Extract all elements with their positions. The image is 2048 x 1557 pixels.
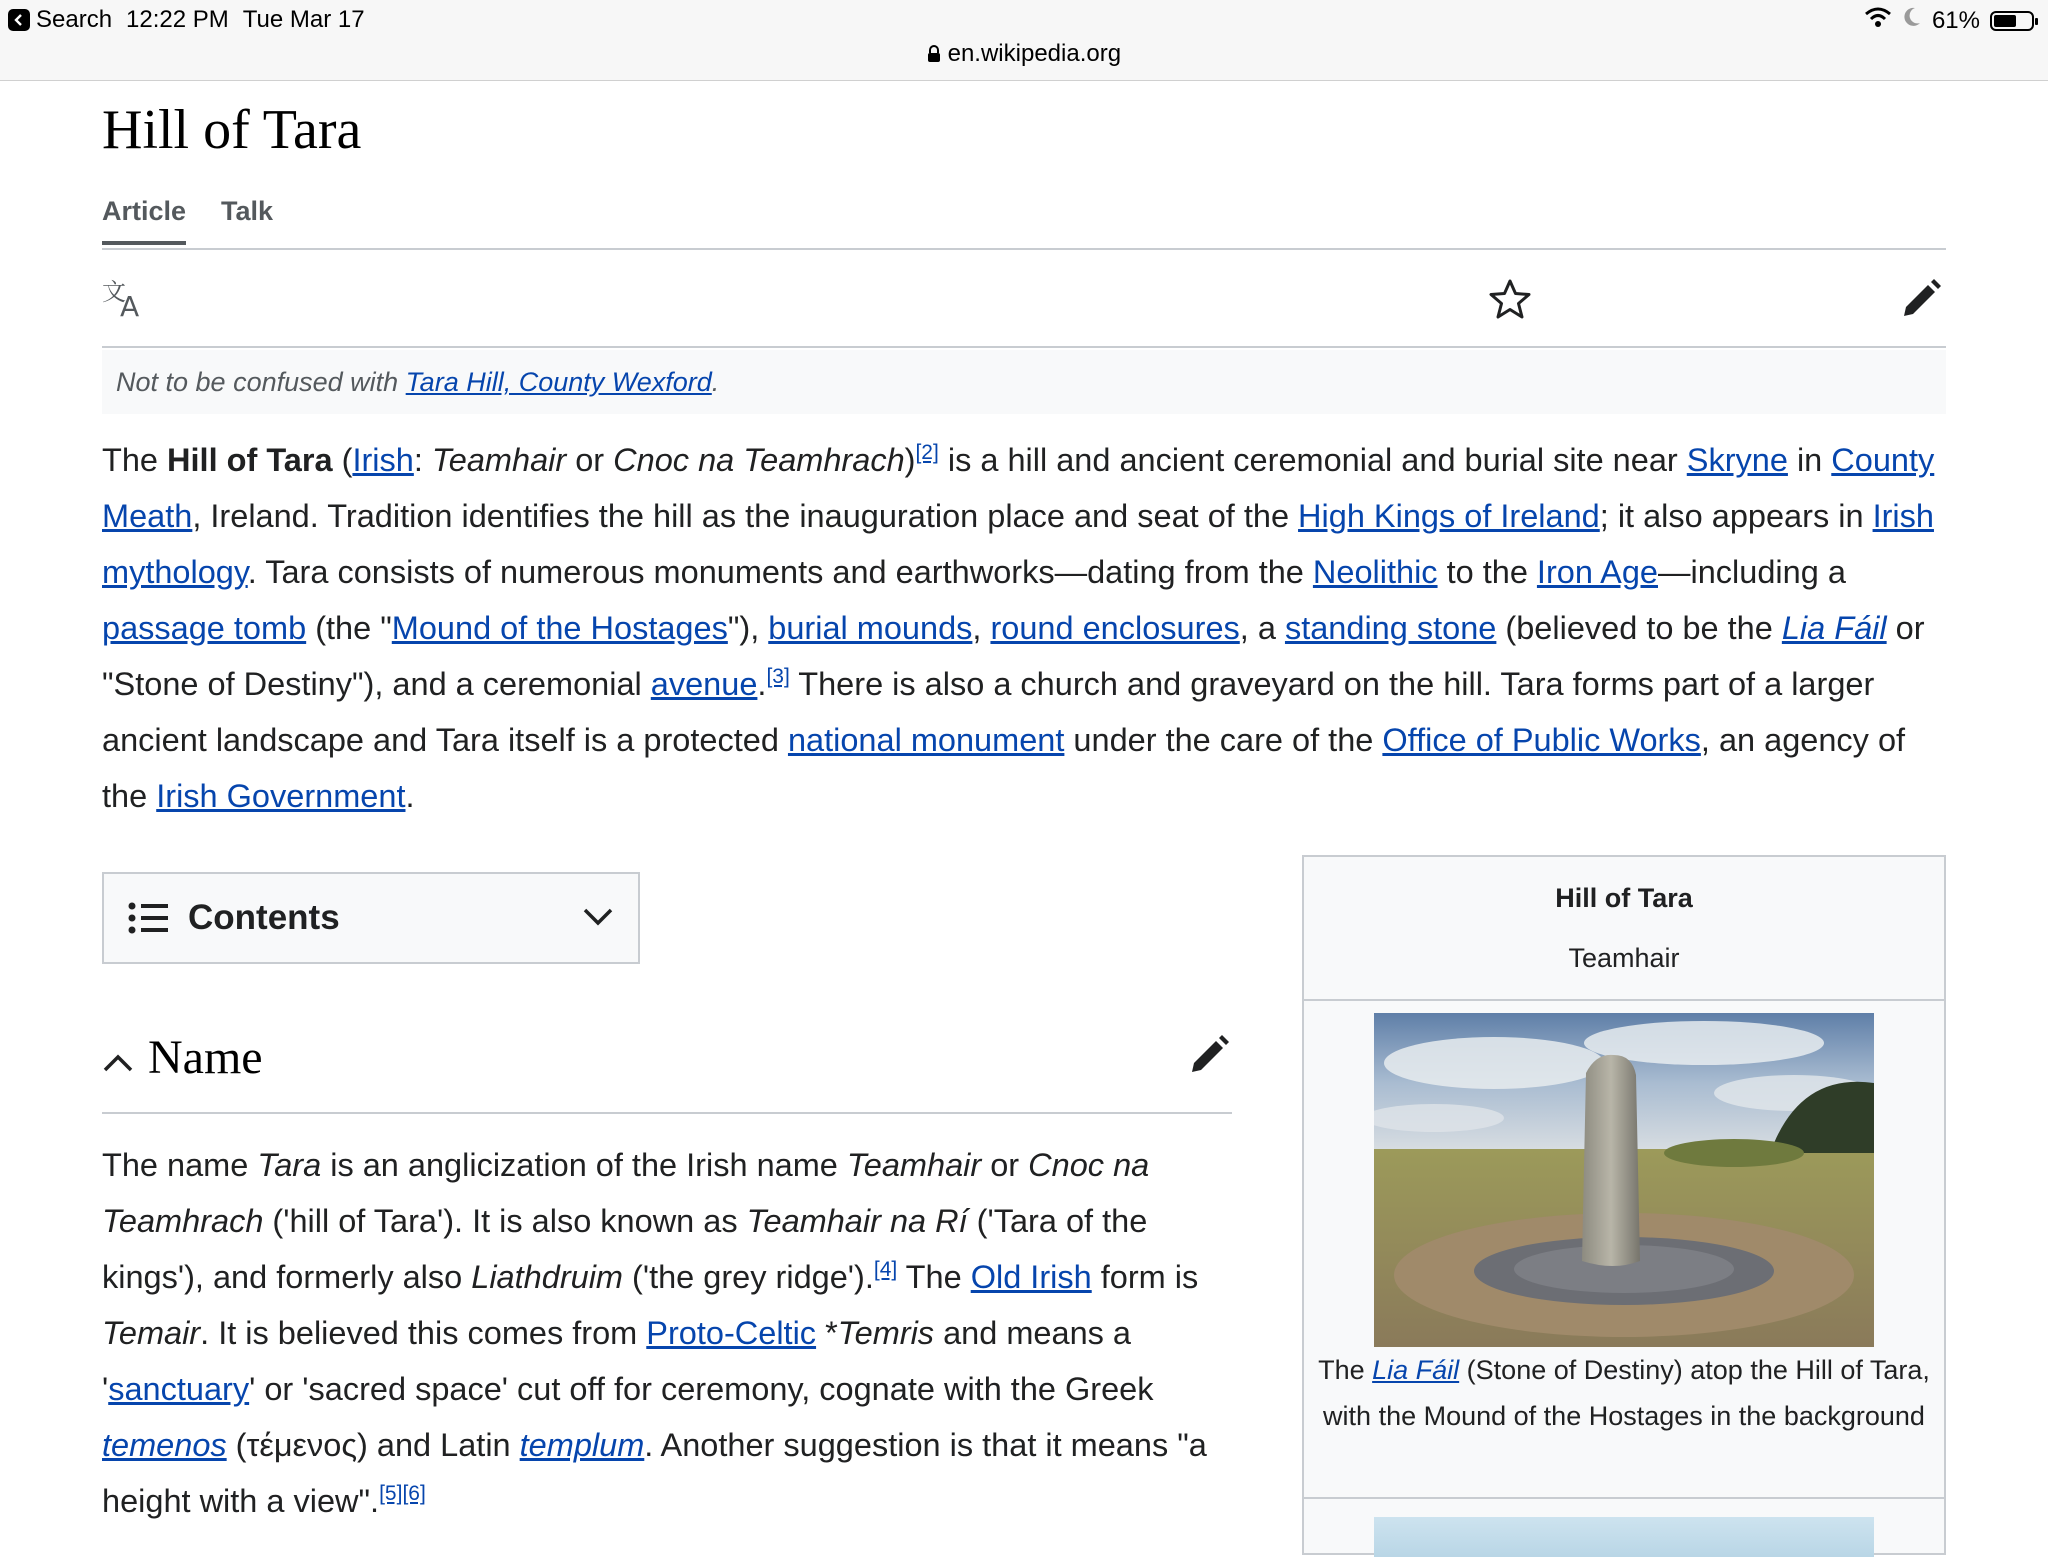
text: or xyxy=(981,1147,1029,1183)
text: . It is believed this comes from xyxy=(200,1315,647,1351)
text: Tara xyxy=(257,1147,322,1183)
citation-4[interactable]: [4] xyxy=(873,1258,898,1282)
text: (believed to be the xyxy=(1496,610,1782,646)
link-national-monument[interactable]: national monument xyxy=(787,722,1065,758)
text: , an agency of the xyxy=(102,722,1906,814)
pencil-icon[interactable] xyxy=(1188,1034,1230,1081)
svg-text:A: A xyxy=(120,290,140,320)
text: Cnoc na Teamhrach xyxy=(102,1147,1150,1239)
citation-6[interactable]: [6] xyxy=(402,1482,426,1506)
text: There is also a church and graveyard on the hill. Tara forms part of a larger ancient landscape and Tara itself is a protected xyxy=(102,666,1875,758)
text: Liathdruim xyxy=(471,1259,624,1295)
date: Tue Mar 17 xyxy=(242,6,365,33)
text: . Tara consists of numerous monuments and earthworks—dating from the xyxy=(247,554,1313,590)
lia-fail-photo[interactable] xyxy=(1374,1013,1874,1347)
browser-status-bar xyxy=(0,0,2048,81)
link-temenos[interactable]: temenos xyxy=(102,1427,227,1463)
clock: 12:22 PM xyxy=(126,6,229,33)
location-map[interactable] xyxy=(1374,1517,1874,1557)
citation-3[interactable]: [3] xyxy=(766,665,790,689)
text: (Stone of Destiny) atop the Hill of Tara, with the Mound of the Hostages in the background xyxy=(1323,1355,1930,1431)
tab-talk[interactable]: Talk xyxy=(221,196,274,226)
section-title: Name xyxy=(148,1031,263,1084)
text: ('Tara of the kings'), and formerly also xyxy=(102,1203,1148,1295)
link-irish[interactable]: Irish xyxy=(352,442,414,478)
battery-percent: 61% xyxy=(1931,6,1980,34)
text: , a xyxy=(1239,610,1285,646)
text: Cnoc na Teamhrach xyxy=(613,442,905,478)
link-office-of-public-works[interactable]: Office of Public Works xyxy=(1382,722,1701,758)
text: Teamhair xyxy=(431,442,567,478)
text: : xyxy=(413,442,432,478)
link-county-meath[interactable]: County Meath xyxy=(102,442,1935,534)
text: The xyxy=(1318,1355,1373,1385)
section-name-header[interactable] xyxy=(102,1022,1232,1114)
lead-paragraph xyxy=(102,432,1952,824)
link-irish-government[interactable]: Irish Government xyxy=(156,778,406,814)
text: is a hill and ancient ceremonial and burial site near xyxy=(938,442,1687,478)
text: Teamhair na Rí xyxy=(746,1203,968,1239)
text: The xyxy=(102,442,168,478)
back-label: Search xyxy=(36,6,113,33)
list-icon xyxy=(128,901,168,935)
link-iron-age[interactable]: Iron Age xyxy=(1536,554,1658,590)
back-to-search[interactable] xyxy=(8,6,112,34)
link-irish-mythology[interactable]: Irish mythology xyxy=(102,498,1934,590)
link-passage-tomb[interactable]: passage tomb xyxy=(102,610,307,646)
text: or "Stone of Destiny"), and a ceremonial xyxy=(102,610,1925,702)
citation-5[interactable]: [5] xyxy=(379,1482,403,1506)
divider xyxy=(1304,1497,1944,1499)
text: under the care of the xyxy=(1064,722,1383,758)
divider xyxy=(1304,999,1944,1001)
text: "), xyxy=(727,610,769,646)
wifi-icon xyxy=(1864,6,1892,35)
link-skryne[interactable]: Skryne xyxy=(1686,442,1788,478)
text: (τέμενος) and Latin xyxy=(226,1427,520,1463)
star-icon[interactable] xyxy=(1488,278,1532,325)
text: Teamhair xyxy=(846,1147,982,1183)
contents-label: Contents xyxy=(188,898,340,937)
battery-icon xyxy=(1990,11,2034,31)
text: —including a xyxy=(1658,554,1846,590)
chevron-down-icon xyxy=(582,906,614,933)
hatnote xyxy=(102,350,1946,414)
chevron-up-icon[interactable] xyxy=(102,1052,134,1079)
tab-article[interactable]: Article xyxy=(102,196,186,245)
text: ) xyxy=(904,442,916,478)
chevron-left-icon xyxy=(8,9,30,31)
link-round-enclosures[interactable]: round enclosures xyxy=(990,610,1240,646)
status-left xyxy=(8,6,365,34)
text: Temris xyxy=(837,1315,935,1351)
hatnote-link[interactable]: Tara Hill, County Wexford xyxy=(405,367,712,397)
url-text: en.wikipedia.org xyxy=(947,40,1122,67)
link-sanctuary[interactable]: sanctuary xyxy=(108,1371,250,1407)
name-section-paragraph xyxy=(102,1137,1242,1529)
page-title: Hill of Tara xyxy=(102,99,362,161)
text: (the " xyxy=(306,610,392,646)
lock-icon xyxy=(927,40,948,67)
infobox-title: Hill of Tara xyxy=(1555,883,1693,913)
text: ('hill of Tara'). It is also known as xyxy=(263,1203,747,1239)
svg-text:文: 文 xyxy=(102,278,126,306)
link-old-irish[interactable]: Old Irish xyxy=(970,1259,1092,1295)
text: The xyxy=(897,1259,971,1295)
address-bar[interactable] xyxy=(0,40,2048,68)
link-avenue[interactable]: avenue xyxy=(650,666,758,702)
hatnote-prefix: Not to be confused with xyxy=(116,367,406,397)
text: in xyxy=(1787,442,1832,478)
page-actions-toolbar xyxy=(102,252,1946,348)
link-mound-of-hostages[interactable]: Mound of the Hostages xyxy=(391,610,728,646)
text: and means a ' xyxy=(102,1315,1131,1407)
text: or xyxy=(566,442,614,478)
infobox-subtitle: Teamhair xyxy=(1568,943,1680,973)
text: . xyxy=(757,666,767,702)
link-templum[interactable]: templum xyxy=(519,1427,645,1463)
text: . xyxy=(405,778,415,814)
text: to the xyxy=(1437,554,1537,590)
text: ; it also appears in xyxy=(1599,498,1873,534)
text: , Ireland. Tradition identifies the hill as the inauguration place and seat of the xyxy=(192,498,1299,534)
text: ' or 'sacred space' cut off for ceremony, cognate with the Greek xyxy=(249,1371,1154,1407)
link-lia-fail[interactable]: Lia Fáil xyxy=(1781,610,1887,646)
text: ( xyxy=(332,442,353,478)
link-lia-fail-caption[interactable]: Lia Fáil xyxy=(1372,1355,1460,1385)
text: . Another suggestion is that it means "a height with a view". xyxy=(102,1427,1207,1519)
article-subject: Hill of Tara xyxy=(167,442,333,478)
article-tabs xyxy=(102,196,1946,250)
link-burial-mounds[interactable]: burial mounds xyxy=(768,610,973,646)
infobox-caption xyxy=(1318,1347,1930,1439)
infobox xyxy=(1302,855,1946,1555)
status-right xyxy=(1864,6,2034,35)
text: The name xyxy=(102,1147,258,1183)
text: form is xyxy=(1091,1259,1199,1295)
moon-icon xyxy=(1902,6,1922,35)
citation-2[interactable]: [2] xyxy=(915,441,939,465)
link-proto-celtic[interactable]: Proto-Celtic xyxy=(646,1315,817,1351)
text: is an anglicization of the Irish name xyxy=(321,1147,847,1183)
pencil-icon[interactable] xyxy=(1900,278,1942,325)
text: ('the grey ridge'). xyxy=(623,1259,874,1295)
link-standing-stone[interactable]: standing stone xyxy=(1284,610,1497,646)
translate-icon[interactable] xyxy=(102,278,148,325)
link-neolithic[interactable]: Neolithic xyxy=(1312,554,1438,590)
text: , xyxy=(972,610,991,646)
link-high-kings[interactable]: High Kings of Ireland xyxy=(1298,498,1600,534)
contents-toggle[interactable] xyxy=(102,872,640,964)
text: * xyxy=(816,1315,838,1351)
text: Temair xyxy=(102,1315,201,1351)
hatnote-suffix: . xyxy=(711,367,720,397)
